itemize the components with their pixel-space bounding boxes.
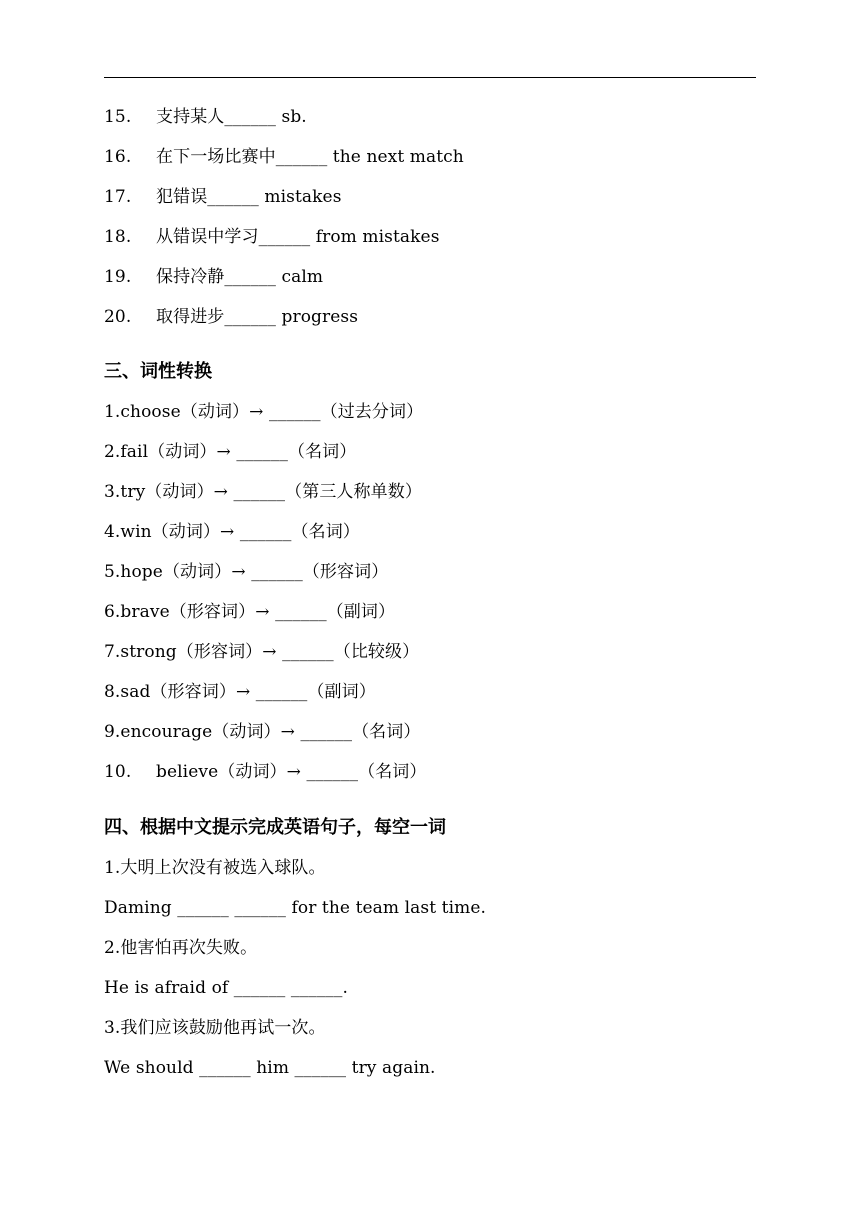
sentence-prompt-cn: 2.他害怕再次失败。: [104, 938, 258, 958]
item-text: 取得进步______ progress: [156, 307, 359, 327]
word-form-item: 4.win（动词）→ ______（名词）: [104, 522, 360, 542]
word-form-item: 9.encourage（动词）→ ______（名词）: [104, 722, 421, 742]
item-text: 支持某人______ sb.: [156, 107, 307, 127]
item-number: 18.: [104, 227, 132, 247]
item-text: believe（动词）→ ______（名词）: [156, 762, 427, 782]
item-number: 15.: [104, 107, 132, 127]
sentence-blank-en: We should ______ him ______ try again.: [104, 1058, 436, 1078]
item-text: 保持冷静______ calm: [156, 267, 324, 287]
word-form-item: 1.choose（动词）→ ______（过去分词）: [104, 402, 424, 422]
header-rule: [104, 77, 756, 78]
section-heading-word-forms: 三、词性转换: [104, 361, 212, 382]
phrase-item: [104, 265, 323, 289]
phrase-item: [104, 225, 440, 249]
word-form-item: 3.try（动词）→ ______（第三人称单数）: [104, 482, 422, 502]
word-form-item: 5.hope（动词）→ ______（形容词）: [104, 562, 389, 582]
item-text: 犯错误______ mistakes: [156, 187, 342, 207]
word-form-item: 2.fail（动词）→ ______（名词）: [104, 442, 357, 462]
phrase-item: [104, 105, 307, 129]
item-text: 从错误中学习______ from mistakes: [156, 227, 440, 247]
word-form-item: [104, 760, 427, 784]
item-number: 10.: [104, 762, 132, 782]
phrase-item: [104, 185, 342, 209]
section-heading-sentences: 四、根据中文提示完成英语句子，每空一词: [104, 817, 446, 838]
phrase-item: [104, 145, 464, 169]
word-form-item: 7.strong（形容词）→ ______（比较级）: [104, 642, 420, 662]
item-text: 在下一场比赛中______ the next match: [156, 147, 464, 167]
sentence-blank-en: Daming ______ ______ for the team last time.: [104, 898, 487, 918]
item-number: 16.: [104, 147, 132, 167]
item-number: 20.: [104, 307, 132, 327]
sentence-prompt-cn: 1.大明上次没有被选入球队。: [104, 858, 326, 878]
phrase-item: [104, 305, 358, 329]
item-number: 19.: [104, 267, 132, 287]
sentence-blank-en: He is afraid of ______ ______.: [104, 978, 349, 998]
item-number: 17.: [104, 187, 132, 207]
sentence-prompt-cn: 3.我们应该鼓励他再试一次。: [104, 1018, 326, 1038]
word-form-item: 6.brave（形容词）→ ______（副词）: [104, 602, 396, 622]
word-form-item: 8.sad（形容词）→ ______（副词）: [104, 682, 376, 702]
